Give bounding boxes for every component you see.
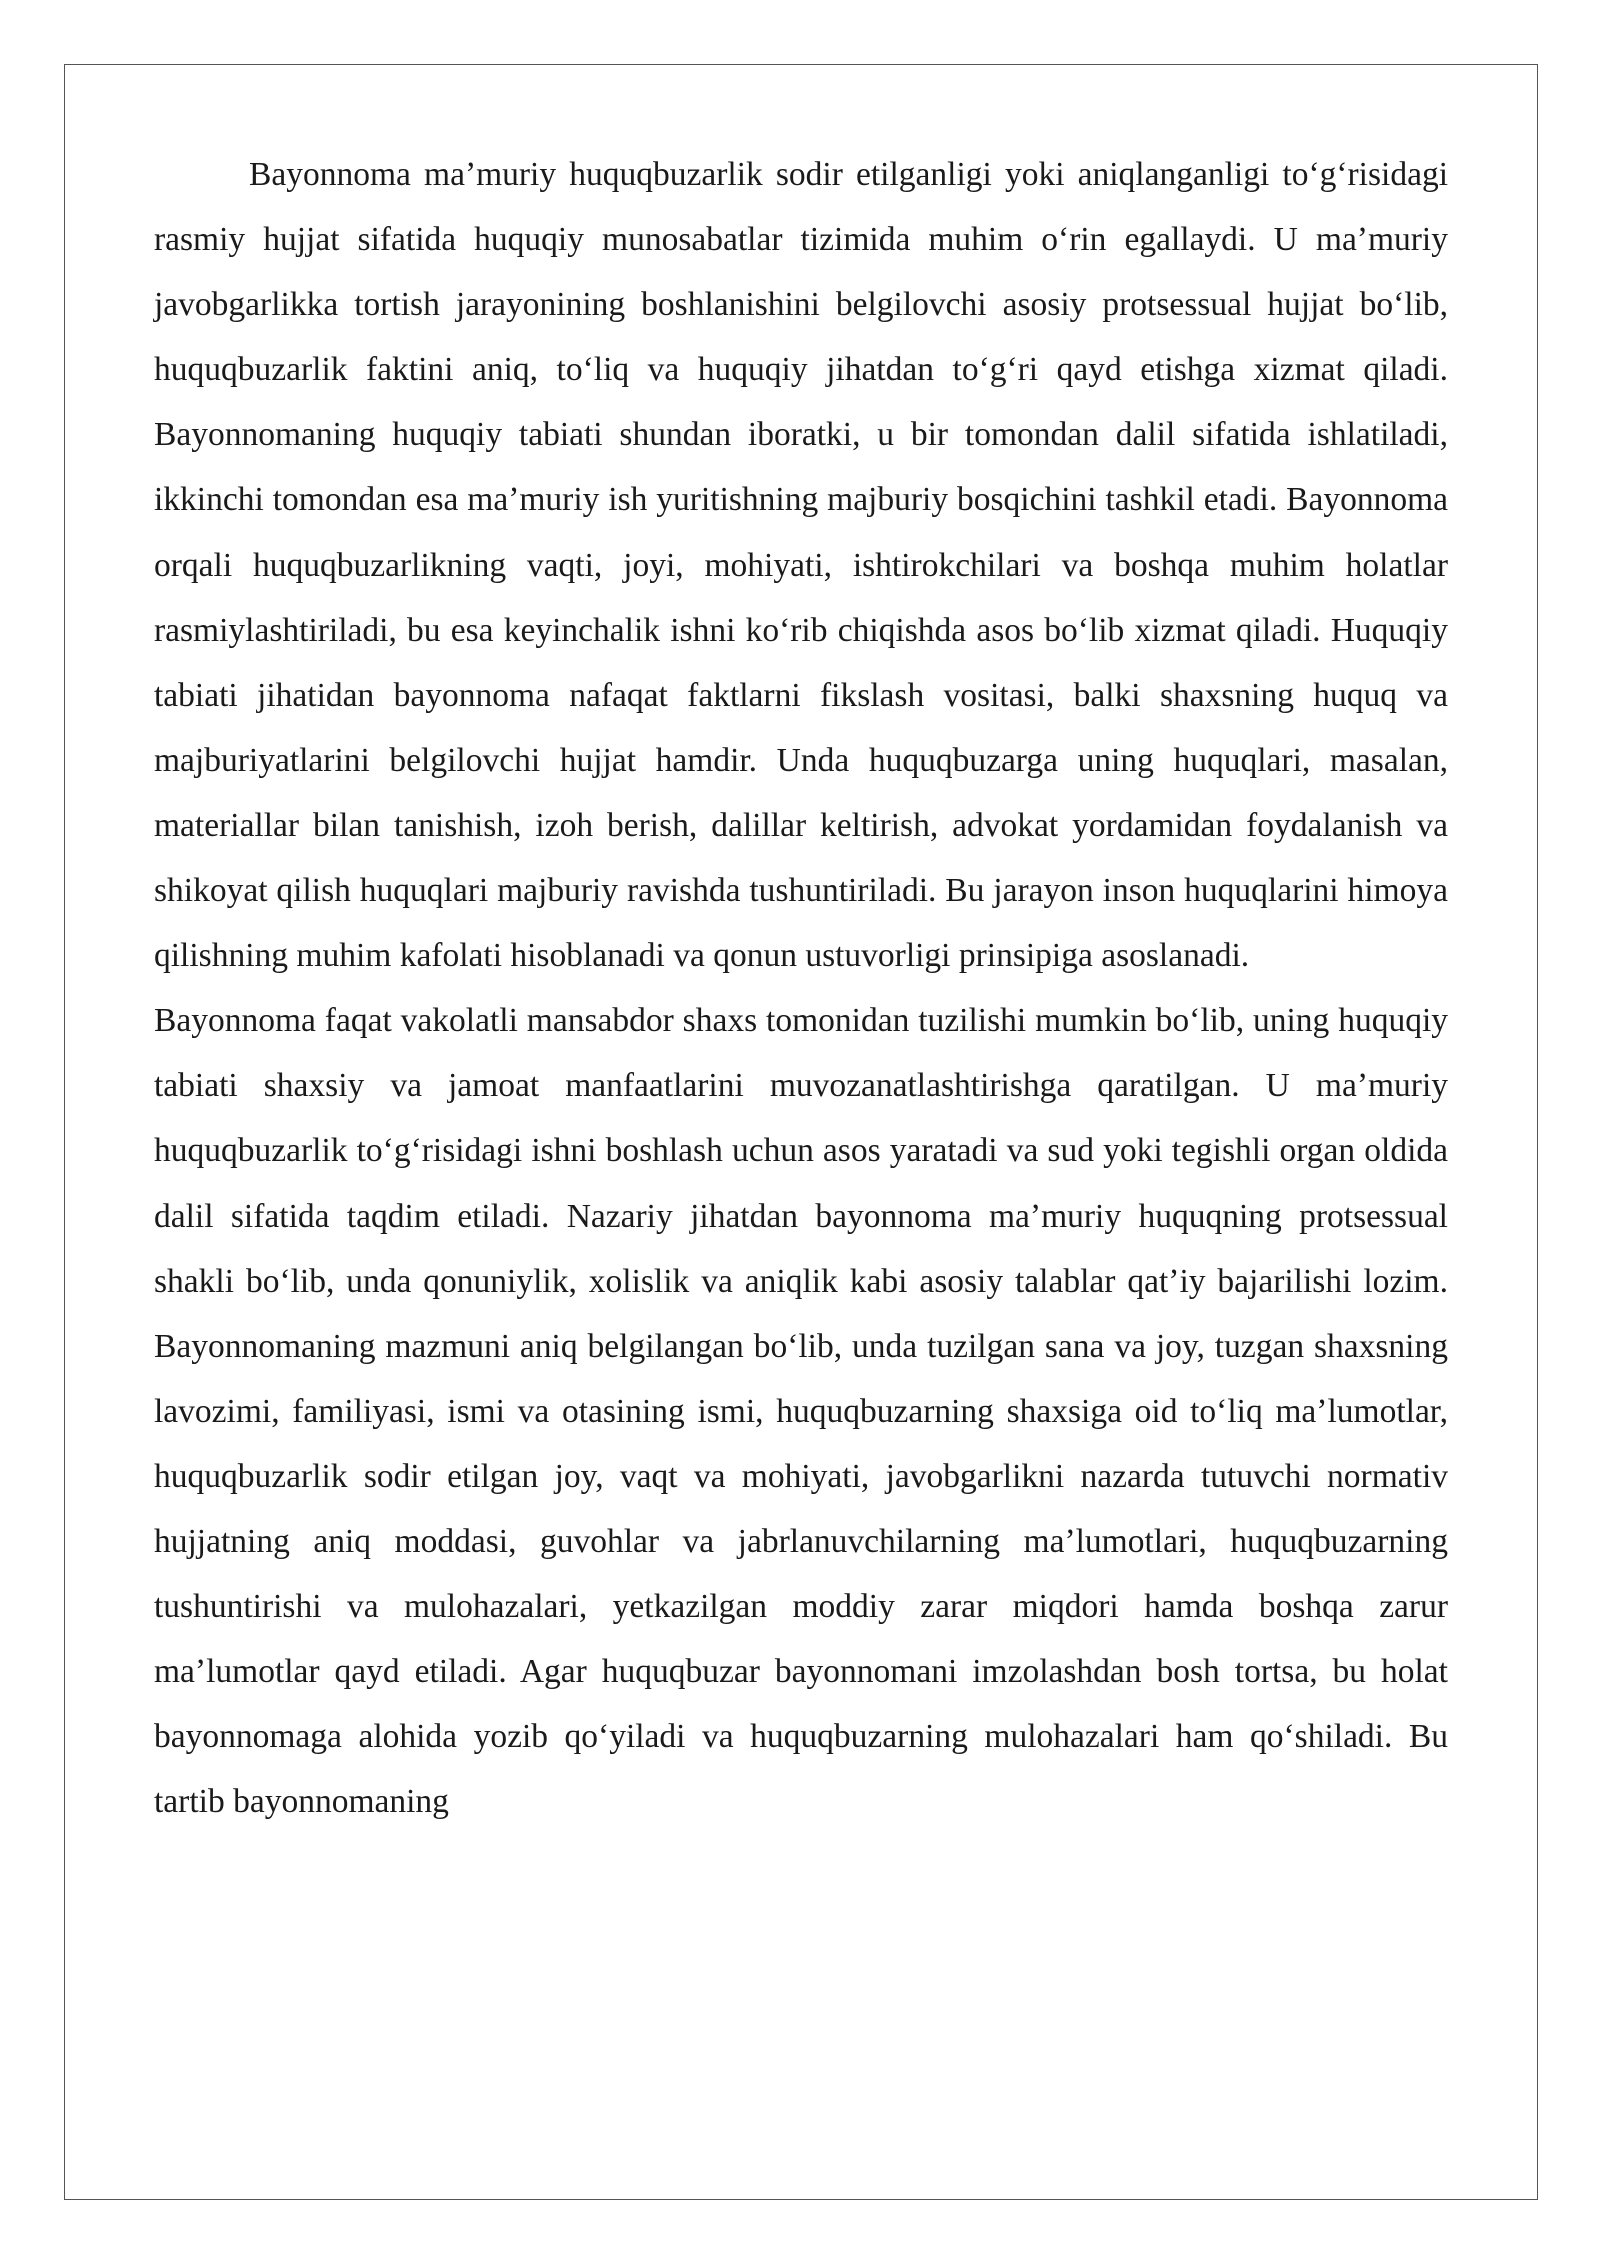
paragraph: Bayonnoma faqat vakolatli mansabdor shaxs tomonidan tuzilishi mumkin boʻlib, uning huquqiy tabiati shaxsiy va jamoat manfaatlarini muvozanatlashtirishga qaratilgan. U maʼmuriy huquqbuzarlik toʻgʻrisidagi ishni boshlash uchun asos yaratadi va sud yoki tegishli organ oldida dalil sifatida taqdim etiladi. Nazariy jihatdan bayonnoma maʼmuriy huquqning protsessual shakli boʻlib, unda qonuniylik, xolislik va aniqlik kabi asosiy talablar qatʼiy bajarilishi lozim. Bayonnomaning mazmuni aniq belgilangan boʻlib, unda tuzilgan sana va joy, tuzgan shaxsning lavozimi, familiyasi, ismi va otasining ismi, huquqbuzarning shaxsiga oid toʻliq maʼlumotlar, huquqbuzarlik sodir etilgan joy, vaqt va mohiyati, javobgarlikni nazarda tutuvchi normativ hujjatning aniq moddasi, guvohlar va jabrlanuvchilarning maʼlumotlari, huquqbuzarning tushuntirishi va mulohazalari, yetkazilgan moddiy zarar miqdori hamda boshqa zarur maʼlumotlar qayd etiladi. Agar huquqbuzar bayonnomani imzolashdan bosh tortsa, bu holat bayonnomaga alohida yozib qoʻyiladi va huquqbuzarning mulohazalari ham qoʻshiladi. Bu tartib bayonnomaning [154, 1002, 1448, 1821]
document-body [154, 142, 1448, 1834]
paragraph: Bayonnoma maʼmuriy huquqbuzarlik sodir etilganligi yoki aniqlanganligi toʻgʻrisidagi rasmiy hujjat sifatida huquqiy munosabatlar tizimida muhim oʻrin egallaydi. U maʼmuriy javobgarlikka tortish jarayonining boshlanishini belgilovchi asosiy protsessual hujjat boʻlib, huquqbuzarlik faktini aniq, toʻliq va huquqiy jihatdan toʻgʻri qayd etishga xizmat qiladi. Bayonnomaning huquqiy tabiati shundan iboratki, u bir tomondan dalil sifatida ishlatiladi, ikkinchi tomondan esa maʼmuriy ish yuritishning majburiy bosqichini tashkil etadi. Bayonnoma orqali huquqbuzarlikning vaqti, joyi, mohiyati, ishtirokchilari va boshqa muhim holatlar rasmiylashtiriladi, bu esa keyinchalik ishni koʻrib chiqishda asos boʻlib xizmat qiladi. Huquqiy tabiati jihatidan bayonnoma nafaqat faktlarni fikslash vositasi, balki shaxsning huquq va majburiyatlarini belgilovchi hujjat hamdir. Unda huquqbuzarga uning huquqlari, masalan, materiallar bilan tanishish, izoh berish, dalillar keltirish, advokat yordamidan foydalanish va shikoyat qilish huquqlari majburiy ravishda tushuntiriladi. Bu jarayon inson huquqlarini himoya qilishning muhim kafolati hisoblanadi va qonun ustuvorligi prinsipiga asoslanadi. [154, 156, 1448, 975]
